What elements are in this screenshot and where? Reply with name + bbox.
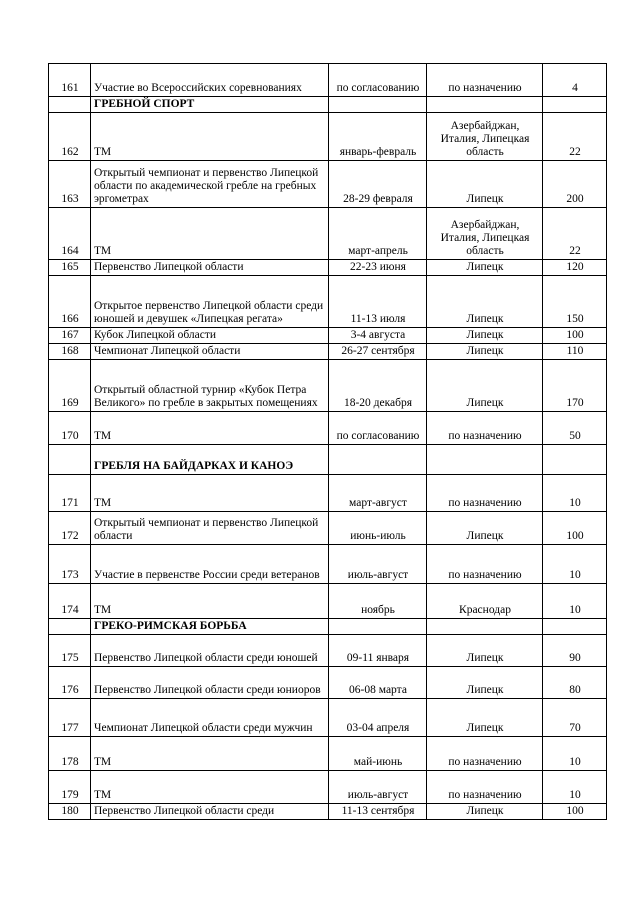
count-cell: 200 <box>543 161 607 208</box>
count-cell: 10 <box>543 545 607 584</box>
section-header-row <box>49 619 607 635</box>
section-header-row <box>49 97 607 113</box>
section-header-row <box>49 445 607 475</box>
event-name-cell: Первенство Липецкой области <box>91 260 329 276</box>
count-cell: 100 <box>543 512 607 545</box>
date-cell: ноябрь <box>329 584 427 619</box>
table-row <box>49 360 607 412</box>
section-title-cell: ГРЕКО-РИМСКАЯ БОРЬБА <box>91 619 329 635</box>
table-row <box>49 276 607 328</box>
event-name-cell: Участие в первенстве России среди ветеранов <box>91 545 329 584</box>
count-cell: 100 <box>543 804 607 820</box>
date-cell: май-июнь <box>329 737 427 771</box>
row-number-cell: 164 <box>49 208 91 260</box>
count-cell: 10 <box>543 584 607 619</box>
row-number-cell: 167 <box>49 328 91 344</box>
row-number-cell: 166 <box>49 276 91 328</box>
row-number-cell: 168 <box>49 344 91 360</box>
place-cell: Липецк <box>427 635 543 667</box>
place-cell: по назначению <box>427 412 543 445</box>
place-cell: Липецк <box>427 161 543 208</box>
date-cell: январь-февраль <box>329 113 427 161</box>
count-cell: 10 <box>543 475 607 512</box>
section-title-cell: ГРЕБЛЯ НА БАЙДАРКАХ И КАНОЭ <box>91 445 329 475</box>
row-number-cell: 161 <box>49 64 91 97</box>
table-row <box>49 208 607 260</box>
event-name-cell: Открытый чемпионат и первенство Липецкой области по академической гребле на гребных эргометрах <box>91 161 329 208</box>
place-cell: по назначению <box>427 737 543 771</box>
row-number-cell: 165 <box>49 260 91 276</box>
count-cell: 100 <box>543 328 607 344</box>
event-name-cell: ТМ <box>91 412 329 445</box>
event-name-cell: ТМ <box>91 475 329 512</box>
table-row <box>49 584 607 619</box>
date-cell: 18-20 декабря <box>329 360 427 412</box>
count-cell: 4 <box>543 64 607 97</box>
row-number-cell: 163 <box>49 161 91 208</box>
table-row <box>49 737 607 771</box>
section-title-cell: ГРЕБНОЙ СПОРТ <box>91 97 329 113</box>
count-cell: 110 <box>543 344 607 360</box>
date-cell: 22-23 июня <box>329 260 427 276</box>
table-row <box>49 512 607 545</box>
place-cell: Краснодар <box>427 584 543 619</box>
row-number-cell: 173 <box>49 545 91 584</box>
events-table <box>48 63 607 820</box>
place-cell <box>427 445 543 475</box>
date-cell: 06-08 марта <box>329 667 427 699</box>
date-cell: 11-13 июля <box>329 276 427 328</box>
event-name-cell: ТМ <box>91 771 329 804</box>
place-cell <box>427 97 543 113</box>
event-name-cell: ТМ <box>91 113 329 161</box>
count-cell: 80 <box>543 667 607 699</box>
row-number-cell: 177 <box>49 699 91 737</box>
table-body <box>49 64 607 820</box>
place-cell: Липецк <box>427 260 543 276</box>
count-cell <box>543 619 607 635</box>
row-number-cell: 180 <box>49 804 91 820</box>
row-number-cell: 175 <box>49 635 91 667</box>
event-name-cell: Открытый чемпионат и первенство Липецкой области <box>91 512 329 545</box>
date-cell <box>329 619 427 635</box>
table-row <box>49 545 607 584</box>
date-cell <box>329 97 427 113</box>
count-cell: 22 <box>543 113 607 161</box>
place-cell: Липецк <box>427 699 543 737</box>
table-row <box>49 260 607 276</box>
date-cell: 03-04 апреля <box>329 699 427 737</box>
row-number-cell: 174 <box>49 584 91 619</box>
date-cell: 09-11 января <box>329 635 427 667</box>
date-cell: март-август <box>329 475 427 512</box>
row-number-cell: 171 <box>49 475 91 512</box>
row-number-cell: 179 <box>49 771 91 804</box>
table-row <box>49 412 607 445</box>
row-number-cell: 169 <box>49 360 91 412</box>
row-number-cell <box>49 445 91 475</box>
event-name-cell: Открытое первенство Липецкой области среди юношей и девушек «Липецкая регата» <box>91 276 329 328</box>
date-cell: июль-август <box>329 771 427 804</box>
place-cell: Липецк <box>427 344 543 360</box>
table-row <box>49 328 607 344</box>
count-cell: 170 <box>543 360 607 412</box>
event-name-cell: Первенство Липецкой области среди <box>91 804 329 820</box>
count-cell <box>543 97 607 113</box>
date-cell: по согласованию <box>329 412 427 445</box>
place-cell: Липецк <box>427 804 543 820</box>
date-cell <box>329 445 427 475</box>
count-cell: 70 <box>543 699 607 737</box>
table-row <box>49 667 607 699</box>
date-cell: 28-29 февраля <box>329 161 427 208</box>
date-cell: 3-4 августа <box>329 328 427 344</box>
row-number-cell <box>49 97 91 113</box>
place-cell: Азербайджан, Италия, Липецкая область <box>427 113 543 161</box>
place-cell: Липецк <box>427 667 543 699</box>
table-row <box>49 344 607 360</box>
row-number-cell <box>49 619 91 635</box>
count-cell: 150 <box>543 276 607 328</box>
place-cell: по назначению <box>427 545 543 584</box>
table-row <box>49 64 607 97</box>
count-cell <box>543 445 607 475</box>
table-row <box>49 161 607 208</box>
row-number-cell: 172 <box>49 512 91 545</box>
table-row <box>49 804 607 820</box>
place-cell: по назначению <box>427 64 543 97</box>
table-row <box>49 113 607 161</box>
place-cell: Липецк <box>427 360 543 412</box>
event-name-cell: ТМ <box>91 737 329 771</box>
count-cell: 90 <box>543 635 607 667</box>
date-cell: 26-27 сентября <box>329 344 427 360</box>
place-cell: по назначению <box>427 475 543 512</box>
row-number-cell: 170 <box>49 412 91 445</box>
place-cell: Азербайджан, Италия, Липецкая область <box>427 208 543 260</box>
place-cell: Липецк <box>427 276 543 328</box>
table-row <box>49 635 607 667</box>
event-name-cell: ТМ <box>91 584 329 619</box>
event-name-cell: Первенство Липецкой области среди юношей <box>91 635 329 667</box>
event-name-cell: Открытый областной турнир «Кубок Петра Великого» по гребле в закрытых помещениях <box>91 360 329 412</box>
event-name-cell: Чемпионат Липецкой области среди мужчин <box>91 699 329 737</box>
event-name-cell: Первенство Липецкой области среди юниоров <box>91 667 329 699</box>
table-row <box>49 475 607 512</box>
count-cell: 120 <box>543 260 607 276</box>
count-cell: 10 <box>543 737 607 771</box>
date-cell: июнь-июль <box>329 512 427 545</box>
table-row <box>49 771 607 804</box>
event-name-cell: Чемпионат Липецкой области <box>91 344 329 360</box>
row-number-cell: 178 <box>49 737 91 771</box>
place-cell: по назначению <box>427 771 543 804</box>
row-number-cell: 176 <box>49 667 91 699</box>
count-cell: 10 <box>543 771 607 804</box>
place-cell <box>427 619 543 635</box>
place-cell: Липецк <box>427 512 543 545</box>
date-cell: по согласованию <box>329 64 427 97</box>
date-cell: 11-13 сентября <box>329 804 427 820</box>
row-number-cell: 162 <box>49 113 91 161</box>
date-cell: март-апрель <box>329 208 427 260</box>
date-cell: июль-август <box>329 545 427 584</box>
place-cell: Липецк <box>427 328 543 344</box>
event-name-cell: Кубок Липецкой области <box>91 328 329 344</box>
event-name-cell: Участие во Всероссийских соревнованиях <box>91 64 329 97</box>
count-cell: 22 <box>543 208 607 260</box>
count-cell: 50 <box>543 412 607 445</box>
event-name-cell: ТМ <box>91 208 329 260</box>
table-row <box>49 699 607 737</box>
